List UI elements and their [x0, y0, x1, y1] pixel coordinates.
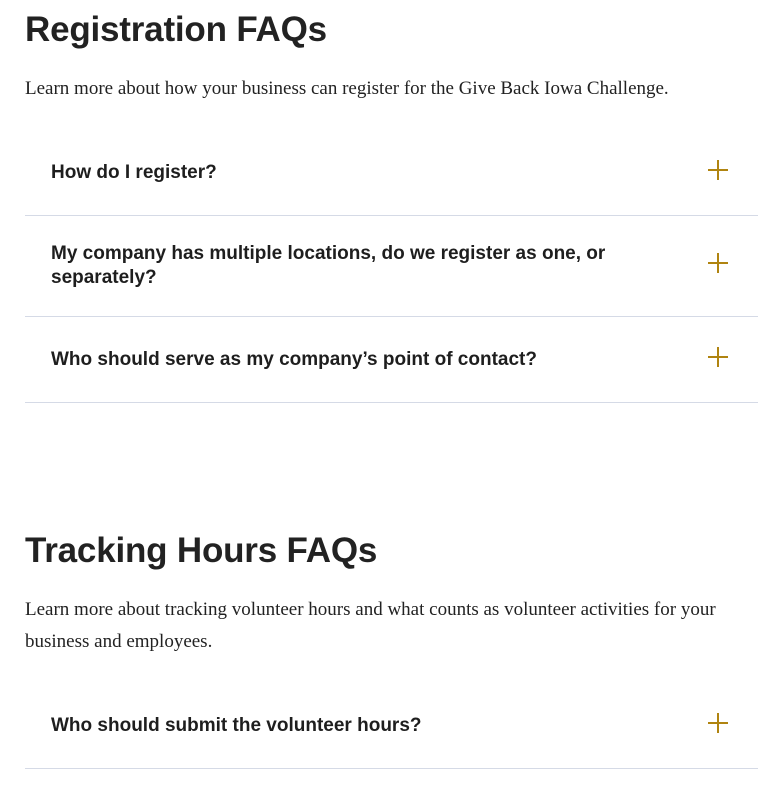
tracking-faq-title: Tracking Hours FAQs: [25, 531, 378, 570]
tracking-faq-section: [25, 531, 758, 658]
faq-question: How do I register?: [51, 161, 217, 183]
registration-faq-section: [25, 10, 758, 105]
tracking-faq-list: [25, 683, 758, 769]
faq-question: Who should submit the volunteer hours?: [51, 714, 422, 736]
faq-question: My company has multiple locations, do we register as one, or separately?: [51, 243, 606, 288]
registration-faq-title: Registration FAQs: [25, 10, 327, 49]
faq-item-point-of-contact[interactable]: [25, 317, 758, 403]
plus-icon[interactable]: [708, 160, 728, 180]
plus-icon[interactable]: [708, 253, 728, 273]
registration-faq-intro: Learn more about how your business can register for the Give Back Iowa Challenge.: [25, 78, 669, 99]
faq-question: Who should serve as my company’s point of contact?: [51, 348, 537, 370]
plus-icon[interactable]: [708, 347, 728, 367]
registration-faq-list: [25, 130, 758, 403]
faq-item-submit-hours[interactable]: [25, 683, 758, 769]
faq-item-multiple-locations[interactable]: [25, 216, 758, 317]
faq-item-how-to-register[interactable]: [25, 130, 758, 216]
plus-icon[interactable]: [708, 713, 728, 733]
tracking-faq-intro: Learn more about tracking volunteer hours and what counts as volunteer activities for your business and employees.: [25, 599, 716, 652]
